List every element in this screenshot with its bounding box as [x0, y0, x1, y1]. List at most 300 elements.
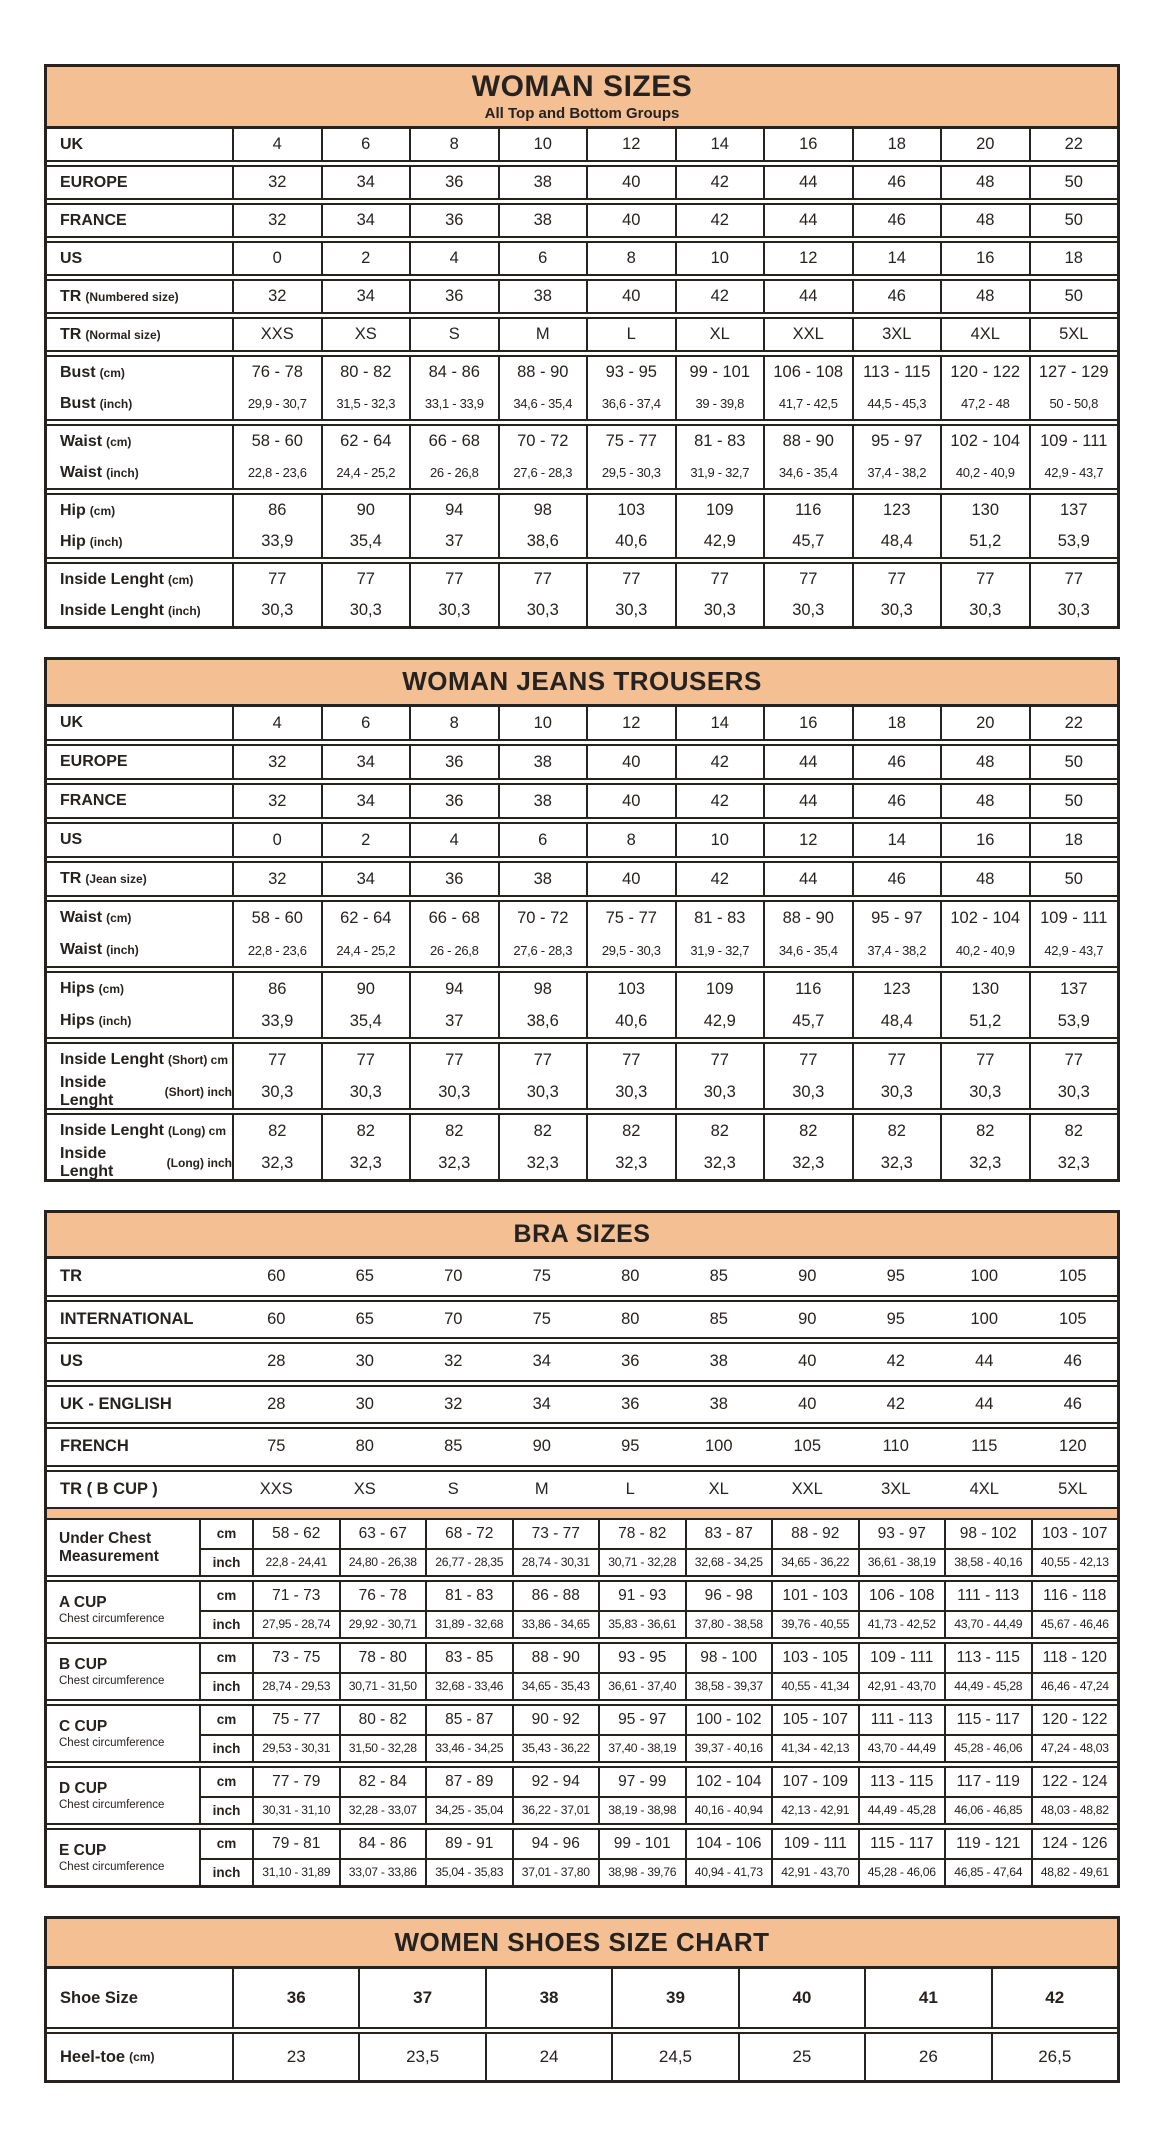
table-cell: 37 — [409, 526, 498, 557]
table-cell: 43,70 - 44,49 — [944, 1612, 1031, 1638]
woman-sizes-table — [44, 64, 1120, 629]
table-cell: 78 - 80 — [339, 1644, 426, 1672]
table-cell: 47,2 - 48 — [940, 388, 1029, 419]
table-cell: 77 — [586, 1044, 675, 1076]
bra-sizes-table — [44, 1210, 1120, 1888]
table-cell: 34 — [532, 1352, 551, 1371]
table-row — [47, 495, 1117, 526]
table-cell: 12 — [763, 824, 852, 856]
table-cell: 45,28 - 46,06 — [858, 1860, 945, 1886]
row-label-text: US — [60, 831, 83, 848]
table-cell: 38 — [498, 863, 587, 895]
table-cell: 30,3 — [498, 1076, 587, 1108]
unit-cell: inch — [199, 1736, 252, 1762]
table-cell: 42 — [675, 785, 764, 817]
table-cell: 77 - 79 — [252, 1768, 339, 1796]
row-group — [47, 822, 1117, 858]
row-group — [47, 1642, 1117, 1701]
table-cell: 82 — [1029, 1115, 1118, 1147]
table-cell: 103 - 105 — [771, 1644, 858, 1672]
group-label — [47, 1706, 199, 1761]
table-cell: 37,40 - 38,19 — [598, 1736, 685, 1762]
table-cell: 46 — [852, 785, 941, 817]
table-cell: 82 — [321, 1115, 410, 1147]
table-cell: 111 - 113 — [944, 1582, 1031, 1610]
table-cell: 42,9 - 43,7 — [1029, 457, 1118, 488]
table-cell: 24 — [485, 2034, 611, 2080]
table-cell: 77 — [586, 564, 675, 595]
table-cell: 44 — [763, 863, 852, 895]
table-cell: 77 — [1029, 564, 1118, 595]
table-row — [47, 2034, 1117, 2080]
table-cell: 58 - 62 — [252, 1520, 339, 1548]
bra-cup-measurement-body — [47, 1520, 1117, 1885]
table-cell: 120 - 122 — [1031, 1706, 1118, 1734]
table-cell: 43,70 - 44,49 — [858, 1736, 945, 1762]
table-cell: 31,9 - 32,7 — [675, 457, 764, 488]
row-label-text: UK - ENGLISH — [60, 1394, 172, 1413]
table-cell: 32,3 — [1029, 1147, 1118, 1179]
table-cell: 30,3 — [498, 595, 587, 626]
table-cell: 34 — [321, 281, 410, 312]
group-label-text: C CUP — [59, 1718, 108, 1736]
table-cell: 12 — [586, 129, 675, 160]
table-cell: 28,74 - 30,31 — [512, 1550, 599, 1576]
row-label — [47, 205, 232, 236]
row-group — [47, 1704, 1117, 1763]
table-row — [199, 1796, 1117, 1824]
table-cell: 86 - 88 — [512, 1582, 599, 1610]
table-cell: 79 - 81 — [252, 1830, 339, 1858]
table-cell: 42 — [675, 863, 764, 895]
table-cell: 30,3 — [763, 1076, 852, 1108]
table-cell: 36 — [409, 205, 498, 236]
row-label — [47, 595, 232, 626]
row-label-text: Shoe Size — [60, 1988, 138, 2007]
shoes-size-title: WOMEN SHOES SIZE CHART — [394, 1926, 770, 1957]
table-cell: XS — [321, 319, 410, 350]
row-group — [47, 317, 1117, 352]
table-cell: 103 - 107 — [1031, 1520, 1118, 1548]
table-cell: 113 - 115 — [852, 357, 941, 388]
row-group — [47, 707, 1117, 741]
row-label — [47, 934, 232, 966]
table-cell: 102 - 104 — [685, 1768, 772, 1796]
table-cell: 4 — [232, 707, 321, 739]
group-label-text: A CUP — [59, 1594, 107, 1612]
table-cell: 24,4 - 25,2 — [321, 457, 410, 488]
table-cell: 4XL — [969, 1479, 999, 1498]
table-cell: 24,5 — [611, 2034, 737, 2080]
table-row — [47, 1472, 1117, 1508]
row-label — [47, 1472, 232, 1508]
table-cell: 14 — [675, 707, 764, 739]
table-cell: 77 — [232, 564, 321, 595]
jeans-trousers-title: WOMAN JEANS TROUSERS — [402, 666, 762, 697]
table-cell: 45,28 - 46,06 — [944, 1736, 1031, 1762]
table-cell: 40 — [586, 863, 675, 895]
row-label — [47, 746, 232, 778]
table-cell: 42,91 - 43,70 — [771, 1860, 858, 1886]
group-label — [47, 1644, 199, 1699]
table-cell: 10 — [675, 243, 764, 274]
table-cell: 113 - 115 — [944, 1644, 1031, 1672]
table-cell: 88 - 90 — [763, 902, 852, 934]
table-cell: 27,95 - 28,74 — [252, 1612, 339, 1638]
row-group — [47, 129, 1117, 162]
table-cell: 119 - 121 — [944, 1830, 1031, 1858]
table-cell: 90 - 92 — [512, 1706, 599, 1734]
row-group — [47, 424, 1117, 490]
table-cell: 45,7 — [763, 1005, 852, 1037]
table-cell: 115 — [971, 1437, 998, 1456]
table-cell: 41,7 - 42,5 — [763, 388, 852, 419]
table-cell: 48,4 — [852, 526, 941, 557]
table-cell: 46 — [852, 167, 941, 198]
row-label-text: Waist — [60, 432, 103, 450]
table-cell: 22 — [1029, 129, 1118, 160]
table-cell: 42,9 - 43,7 — [1029, 934, 1118, 966]
table-cell: 22,8 - 24,41 — [252, 1550, 339, 1576]
table-cell: 38,19 - 38,98 — [598, 1798, 685, 1824]
table-cell: 42 — [675, 167, 764, 198]
table-cell: 68 - 72 — [425, 1520, 512, 1548]
row-label — [47, 1044, 232, 1076]
table-cell: 32,3 — [321, 1147, 410, 1179]
table-cell: 70 — [444, 1267, 463, 1286]
table-cell: 115 - 117 — [944, 1706, 1031, 1734]
table-cell: 96 - 98 — [685, 1582, 772, 1610]
table-cell: 30,71 - 32,28 — [598, 1550, 685, 1576]
table-cell: 82 — [763, 1115, 852, 1147]
table-cell: XXS — [232, 319, 321, 350]
table-cell: 34 — [321, 167, 410, 198]
table-cell: 77 — [675, 1044, 764, 1076]
table-cell: 85 — [709, 1267, 728, 1286]
group-rows — [199, 1582, 1117, 1637]
table-cell: 36 — [232, 1969, 358, 2027]
table-cell: 37,4 - 38,2 — [852, 934, 941, 966]
row-label — [47, 1302, 232, 1338]
table-cell: 109 - 111 — [858, 1644, 945, 1672]
table-cell: 22,8 - 23,6 — [232, 457, 321, 488]
table-cell: 100 - 102 — [685, 1706, 772, 1734]
table-row — [199, 1830, 1117, 1858]
table-row — [199, 1734, 1117, 1762]
table-cell: 50 - 50,8 — [1029, 388, 1118, 419]
table-cell: 5XL — [1029, 319, 1118, 350]
unit-cell: cm — [199, 1768, 252, 1796]
table-cell: 31,9 - 32,7 — [675, 934, 764, 966]
row-label-sub: (Short) cm — [168, 1053, 228, 1067]
group-label-text: B CUP — [59, 1656, 108, 1674]
table-cell: 34,25 - 35,04 — [425, 1798, 512, 1824]
table-cell: 40,6 — [586, 1005, 675, 1037]
row-label-text: Hip — [60, 501, 86, 519]
table-cell: 50 — [1029, 746, 1118, 778]
table-cell: 90 — [321, 495, 410, 526]
table-cell: 48 — [940, 785, 1029, 817]
table-cell: 16 — [940, 824, 1029, 856]
table-cell: 38,58 - 39,37 — [685, 1674, 772, 1700]
table-cell: 36 — [621, 1352, 640, 1371]
row-label — [47, 1429, 232, 1465]
table-cell: 38,58 - 40,16 — [944, 1550, 1031, 1576]
table-cell: 103 — [586, 495, 675, 526]
table-cell: 130 — [940, 973, 1029, 1005]
row-group — [47, 1300, 1117, 1340]
table-cell: 6 — [498, 243, 587, 274]
table-cell: 80 — [355, 1437, 374, 1456]
row-group — [47, 1969, 1117, 2029]
table-cell: 75 — [267, 1437, 286, 1456]
table-cell: 36 — [409, 863, 498, 895]
table-cell: 47,24 - 48,03 — [1031, 1736, 1118, 1762]
table-cell: 10 — [498, 129, 587, 160]
row-group — [47, 861, 1117, 897]
orange-separator-bar — [47, 1507, 1117, 1520]
table-cell: 120 - 122 — [940, 357, 1029, 388]
table-cell: 34,65 - 35,43 — [512, 1674, 599, 1700]
row-label-text: Inside Lenght — [60, 1074, 114, 1109]
table-cell: 122 - 124 — [1031, 1768, 1118, 1796]
group-label-sub: Chest circumference — [59, 1798, 165, 1811]
table-row — [47, 1044, 1117, 1076]
table-cell: 26,77 - 28,35 — [425, 1550, 512, 1576]
jeans-trousers-table — [44, 657, 1120, 1182]
table-cell: 33,46 - 34,25 — [425, 1736, 512, 1762]
table-cell: 65 — [355, 1309, 374, 1328]
table-cell: 18 — [1029, 243, 1118, 274]
table-row — [47, 281, 1117, 312]
table-cell: 16 — [940, 243, 1029, 274]
table-cell: 91 - 93 — [598, 1582, 685, 1610]
table-cell: 29,53 - 30,31 — [252, 1736, 339, 1762]
table-cell: 102 - 104 — [940, 426, 1029, 457]
group-rows — [199, 1644, 1117, 1699]
table-cell: 110 — [882, 1437, 909, 1456]
table-cell: M — [534, 1479, 549, 1498]
table-row — [47, 1076, 1117, 1108]
row-label-text: Heel-toe — [60, 2047, 126, 2066]
table-cell: 48 — [940, 746, 1029, 778]
shoes-size-table — [44, 1916, 1120, 2083]
row-label-text: TR — [60, 325, 82, 343]
table-cell: 77 — [763, 564, 852, 595]
table-cell: XXL — [763, 319, 852, 350]
table-cell: 88 - 90 — [498, 357, 587, 388]
table-cell: 98 — [498, 973, 587, 1005]
row-label-text: UK — [60, 135, 84, 153]
table-cell: 105 - 107 — [771, 1706, 858, 1734]
table-cell: 50 — [1029, 785, 1118, 817]
table-cell: 46 — [852, 205, 941, 236]
jeans-trousers-body — [47, 707, 1117, 1179]
table-cell: 40 — [586, 746, 675, 778]
table-cell: 3XL — [881, 1479, 911, 1498]
table-cell: 100 — [970, 1309, 999, 1328]
table-cell: 44 — [763, 167, 852, 198]
table-cell: 66 - 68 — [409, 902, 498, 934]
table-cell: 4 — [409, 824, 498, 856]
row-group — [47, 783, 1117, 819]
unit-cell: inch — [199, 1550, 252, 1576]
table-cell: 81 - 83 — [425, 1582, 512, 1610]
table-cell: 82 — [409, 1115, 498, 1147]
row-label-sub: (inch) — [168, 603, 201, 618]
table-cell: XL — [675, 319, 764, 350]
table-cell: 6 — [321, 707, 410, 739]
group-rows — [199, 1520, 1117, 1575]
row-label-text: Waist — [60, 463, 103, 481]
table-cell: 28 — [267, 1352, 286, 1371]
table-cell: 31,5 - 32,3 — [321, 388, 410, 419]
row-group — [47, 971, 1117, 1039]
row-label-text: FRENCH — [60, 1437, 129, 1456]
table-cell: 77 — [498, 1044, 587, 1076]
table-cell: 12 — [763, 243, 852, 274]
table-cell: 30,3 — [852, 1076, 941, 1108]
table-cell: 39 - 39,8 — [675, 388, 764, 419]
table-cell: 44 — [975, 1352, 994, 1371]
table-cell: 46,46 - 47,24 — [1031, 1674, 1118, 1700]
table-row — [199, 1644, 1117, 1672]
row-group — [47, 562, 1117, 626]
row-group — [47, 1828, 1117, 1885]
table-cell: 82 — [586, 1115, 675, 1147]
table-row — [47, 1115, 1117, 1147]
row-label-sub: (inch) — [106, 943, 139, 957]
table-cell: 48 — [940, 167, 1029, 198]
table-row — [47, 526, 1117, 557]
table-cell: 32,3 — [675, 1147, 764, 1179]
table-cell: 77 — [852, 1044, 941, 1076]
table-cell: 10 — [498, 707, 587, 739]
table-cell: 80 - 82 — [321, 357, 410, 388]
unit-cell: cm — [199, 1706, 252, 1734]
table-cell: 46,85 - 47,64 — [944, 1860, 1031, 1886]
row-group — [47, 1342, 1117, 1382]
table-cell: 44 — [763, 281, 852, 312]
table-cell: 85 - 87 — [425, 1706, 512, 1734]
table-cell: 48 — [940, 863, 1029, 895]
row-label — [47, 495, 232, 526]
table-row — [199, 1768, 1117, 1796]
table-cell: 102 - 104 — [940, 902, 1029, 934]
row-label-text: TR — [60, 287, 82, 305]
table-cell: 24,80 - 26,38 — [339, 1550, 426, 1576]
row-label — [47, 426, 232, 457]
table-cell: 30,3 — [409, 1076, 498, 1108]
group-label-sub: Chest circumference — [59, 1612, 165, 1625]
table-cell: 82 — [498, 1115, 587, 1147]
row-label — [47, 1344, 232, 1380]
table-cell: 35,4 — [321, 526, 410, 557]
table-cell: 118 - 120 — [1031, 1644, 1118, 1672]
table-cell: 10 — [675, 824, 764, 856]
table-cell: 32 — [232, 167, 321, 198]
table-cell: 127 - 129 — [1029, 357, 1118, 388]
row-group — [47, 744, 1117, 780]
row-label — [47, 129, 232, 160]
table-row — [47, 1005, 1117, 1037]
table-cell: 41,34 - 42,13 — [771, 1736, 858, 1762]
table-cell: 40 — [586, 167, 675, 198]
table-cell: 30,3 — [232, 1076, 321, 1108]
table-cell: 29,5 - 30,3 — [586, 457, 675, 488]
row-group — [47, 1470, 1117, 1508]
table-cell: 34 — [321, 205, 410, 236]
table-cell: 33,86 - 34,65 — [512, 1612, 599, 1638]
row-label-text: EUROPE — [60, 753, 128, 770]
table-cell: 38,98 - 39,76 — [598, 1860, 685, 1886]
table-cell: 44 — [763, 746, 852, 778]
row-label — [47, 357, 232, 388]
table-cell: 33,1 - 33,9 — [409, 388, 498, 419]
table-row — [47, 785, 1117, 817]
table-cell: 46 — [852, 863, 941, 895]
row-label — [47, 902, 232, 934]
table-cell: 45,7 — [763, 526, 852, 557]
table-cell: 50 — [1029, 167, 1118, 198]
table-cell: 32,3 — [498, 1147, 587, 1179]
table-row — [47, 205, 1117, 236]
table-row — [47, 973, 1117, 1005]
row-label — [47, 388, 232, 419]
woman-sizes-body — [47, 129, 1117, 626]
table-cell: 98 - 102 — [944, 1520, 1031, 1548]
table-cell: 30,31 - 31,10 — [252, 1798, 339, 1824]
row-group — [47, 1113, 1117, 1179]
table-cell: 77 — [498, 564, 587, 595]
table-cell: 75 — [532, 1267, 551, 1286]
table-cell: 116 — [763, 495, 852, 526]
table-cell: 44 — [975, 1394, 994, 1413]
table-cell: 38 — [498, 281, 587, 312]
group-label-sub: Chest circumference — [59, 1860, 165, 1873]
row-label-sub: (cm) — [106, 434, 132, 449]
table-cell: 42,13 - 42,91 — [771, 1798, 858, 1824]
table-cell: 30,3 — [409, 595, 498, 626]
table-cell: 77 — [763, 1044, 852, 1076]
table-cell: 75 - 77 — [586, 902, 675, 934]
table-cell: 86 — [232, 973, 321, 1005]
table-cell: 35,4 — [321, 1005, 410, 1037]
table-cell: 44,49 - 45,28 — [944, 1674, 1031, 1700]
table-cell: 36,6 - 37,4 — [586, 388, 675, 419]
table-cell: 30,71 - 31,50 — [339, 1674, 426, 1700]
woman-sizes-subtitle: All Top and Bottom Groups — [484, 104, 680, 122]
table-cell: 130 — [940, 495, 1029, 526]
table-cell: 82 — [940, 1115, 1029, 1147]
table-cell: 99 - 101 — [675, 357, 764, 388]
table-cell: 71 - 73 — [252, 1582, 339, 1610]
table-cell: 100 — [704, 1437, 733, 1456]
table-cell: 34,6 - 35,4 — [763, 457, 852, 488]
table-cell: 32 — [444, 1394, 463, 1413]
table-cell: 85 — [709, 1309, 728, 1328]
table-cell: 6 — [321, 129, 410, 160]
table-cell: 95 — [621, 1437, 640, 1456]
table-cell: 53,9 — [1029, 526, 1118, 557]
table-row — [47, 1344, 1117, 1380]
table-cell: 137 — [1029, 973, 1118, 1005]
row-label-sub: (Short) inch — [164, 1085, 232, 1099]
table-cell: 88 - 90 — [763, 426, 852, 457]
table-cell: 24,4 - 25,2 — [321, 934, 410, 966]
table-cell: 75 — [532, 1309, 551, 1328]
group-label — [47, 1768, 199, 1823]
